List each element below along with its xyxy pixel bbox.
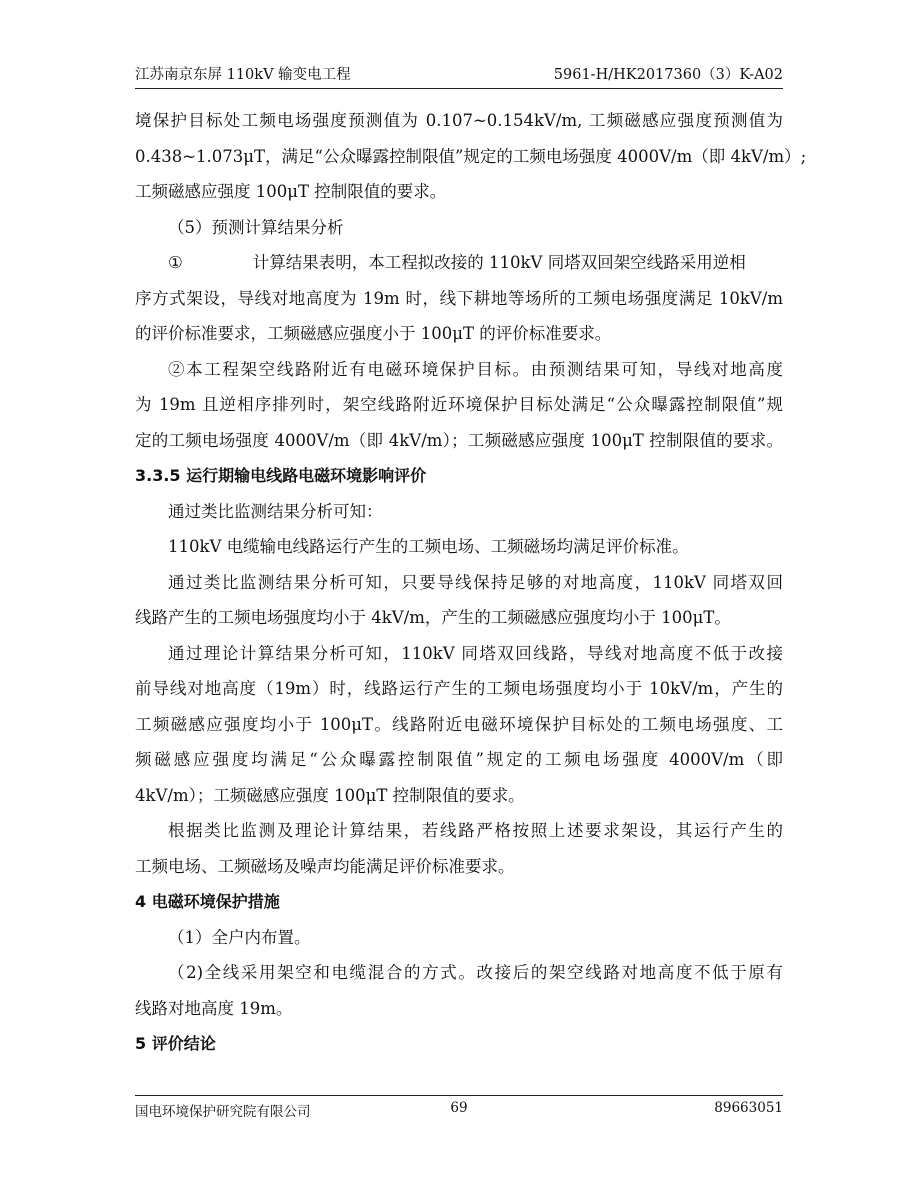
header-project-title: 江苏南京东屏 110kV 输变电工程: [135, 67, 351, 83]
paragraph-text: 计算结果表明，本工程拟改接的 110kV 同塔双回架空线路采用逆相: [252, 253, 746, 272]
page-number: 69: [450, 1100, 468, 1116]
paragraph-line: 通过理论计算结果分析可知，110kV 同塔双回线路，导线对地高度不低于改接: [168, 643, 783, 663]
paragraph-line: 工频电场、工频磁场及噪声均能满足评价标准要求。: [135, 856, 515, 876]
subsection-title: （5）预测计算结果分析: [168, 217, 344, 237]
paragraph-line: 工频磁感应强度均小于 100μT。线路附近电磁环境保护目标处的工频电场强度、工: [135, 714, 783, 734]
paragraph-line: 线路产生的工频电场强度均小于 4kV/m，产生的工频磁感应强度均小于 100μT。: [135, 608, 731, 627]
section-heading-4: 4 电磁环境保护措施: [135, 892, 280, 911]
paragraph-line: 频磁感应强度均满足“公众曝露控制限值”规定的工频电场强度 4000V/m（即: [135, 750, 783, 769]
paragraph-line: 的评价标准要求，工频磁感应强度小于 100μT 的评价标准要求。: [135, 324, 612, 343]
paragraph-line: 通过类比监测结果分析可知：: [168, 501, 383, 521]
page-footer: [135, 1095, 783, 1120]
paragraph-line: （1）全户内布置。: [168, 927, 311, 947]
page-header: [135, 62, 783, 89]
paragraph-line: ②本工程架空线路附近有电磁环境保护目标。由预测结果可知，导线对地高度: [168, 359, 783, 379]
paragraph-line: 境保护目标处工频电场强度预测值为 0.107~0.154kV/m, 工频磁感应强度预测值为: [135, 111, 783, 130]
footer-phone: 89663051: [714, 1100, 783, 1116]
section-heading-3-3-5: 3.3.5 运行期输电线路电磁环境影响评价: [135, 466, 427, 485]
header-document-code: 5961-H/HK2017360（3）K-A02: [553, 67, 783, 83]
paragraph-line: 定的工频电场强度 4000V/m（即 4kV/m）；工频磁感应强度 100μT 控制限值的要求。: [135, 430, 783, 450]
paragraph-line: 线路对地高度 19m。: [135, 998, 293, 1018]
document-body: [135, 103, 807, 1062]
paragraph-line: （2)全线采用架空和电缆混合的方式。改接后的架空线路对地高度不低于原有: [168, 963, 783, 982]
paragraph-line: 0.438~1.073μT，满足“公众曝露控制限值”规定的工频电场强度 4000V/m（即 4kV/m）;: [135, 146, 807, 166]
footer-organization: 国电环境保护研究院有限公司: [135, 1104, 311, 1120]
paragraph-line: 前导线对地高度（19m）时，线路运行产生的工频电场强度均小于 10kV/m，产生的: [135, 679, 783, 698]
paragraph-line: 根据类比监测及理论计算结果，若线路严格按照上述要求架设，其运行产生的: [168, 821, 783, 840]
list-marker: ①: [168, 253, 183, 272]
paragraph-line: [135, 245, 783, 281]
paragraph-line: 序方式架设，导线对地高度为 19m 时，线下耕地等场所的工频电场强度满足 10kV/m: [135, 288, 783, 308]
paragraph-line: 工频磁感应强度 100μT 控制限值的要求。: [135, 182, 447, 201]
paragraph-line: 通过类比监测结果分析可知，只要导线保持足够的对地高度，110kV 同塔双回: [168, 572, 783, 592]
paragraph-line: 4kV/m）；工频磁感应强度 100μT 控制限值的要求。: [135, 785, 525, 805]
paragraph-line: 为 19m 且逆相序排列时，架空线路附近环境保护目标处满足“公众曝露控制限值”规: [135, 395, 783, 414]
section-heading-5: 5 评价结论: [135, 1034, 216, 1053]
paragraph-line: 110kV 电缆输电线路运行产生的工频电场、工频磁场均满足评价标准。: [168, 537, 689, 556]
